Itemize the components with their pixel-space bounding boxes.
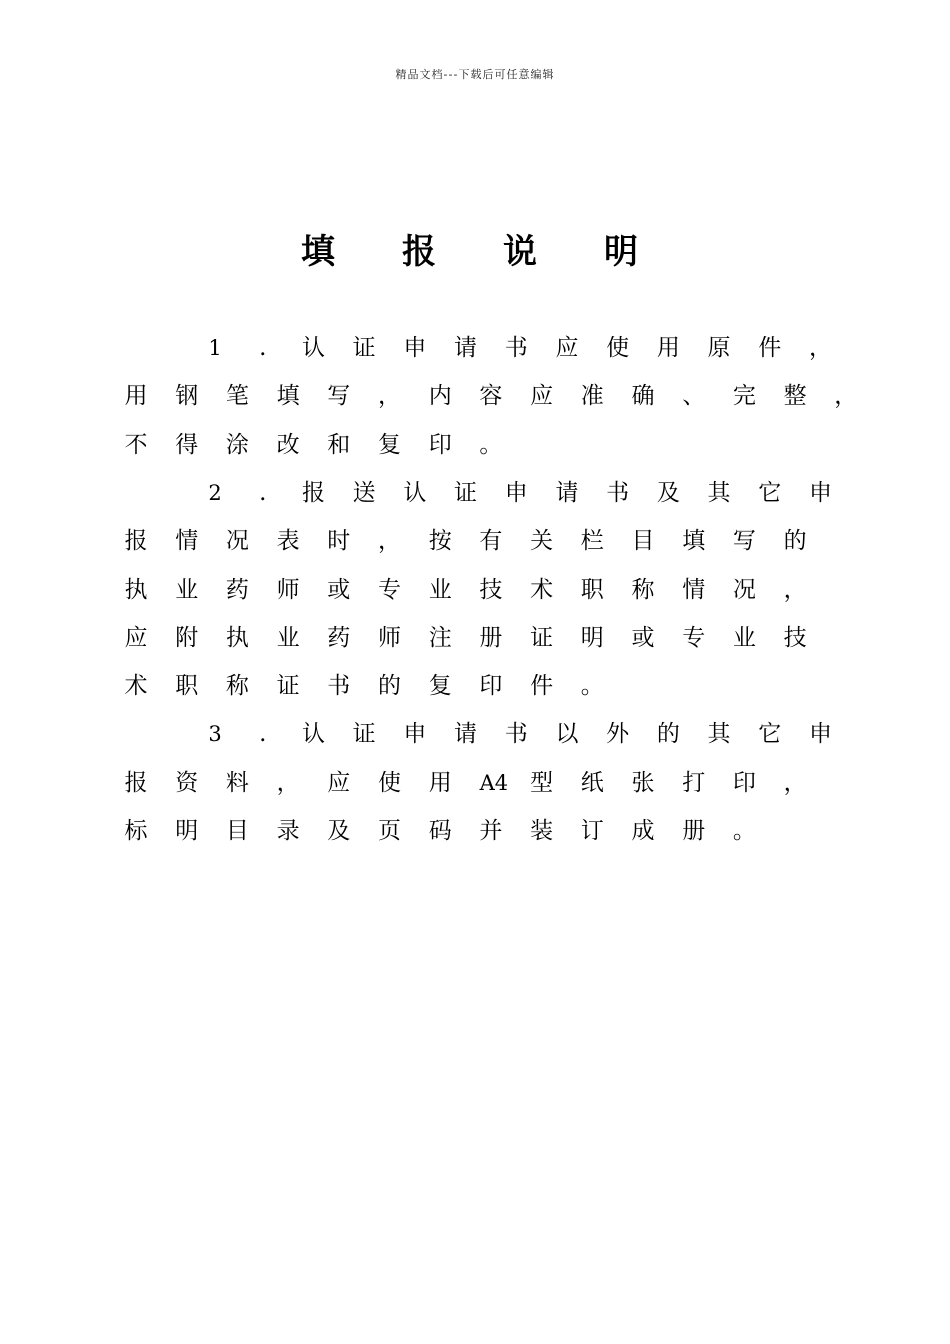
text-char: 申 [808,479,832,506]
text-char: 目 [631,528,655,555]
text-char: 用 [656,335,680,361]
text-char: 申 [403,335,427,361]
text-char: 书 [606,479,630,506]
text-char: 称 [631,576,655,603]
text-char: 复 [428,673,452,700]
text-char: 册 [682,818,706,844]
text-char: 情 [682,576,706,603]
text-char: 印 [732,769,756,796]
text-char: . [259,721,267,748]
text-char: 师 [276,576,300,603]
text-char: 业 [175,576,199,603]
text-char: 送 [352,479,376,506]
text-char: 。 [580,673,604,700]
text-char: ， [834,383,858,410]
text-char: A4 [479,770,509,795]
text-char: 印 [479,673,503,700]
text-char: 件 [758,335,782,361]
text-char: 书 [504,721,528,748]
text-char: 完 [732,383,756,410]
text-char: 报 [301,479,325,506]
text-char: 资 [175,769,199,796]
text-char: 术 [124,673,148,700]
text-char: 内 [428,383,452,410]
text-char: 用 [428,769,452,796]
text-char: 其 [707,721,731,748]
text-char: 其 [707,479,731,506]
text-char: 时 [327,528,351,555]
text-char: 或 [327,576,351,603]
text-char: 目 [225,818,249,844]
text-char: 准 [580,383,604,410]
text-char: . [259,479,267,506]
text-char: 认 [403,479,427,506]
text-char: 专 [378,576,401,603]
text-char: 注 [428,624,452,651]
text-char: 情 [175,528,199,555]
text-char: 职 [580,576,604,603]
text-char: 涂 [225,431,249,458]
text-line [0,714,950,754]
text-char: 以 [555,721,579,748]
text-char: 并 [479,818,503,844]
text-char: 业 [732,624,756,651]
text-line [0,666,950,706]
text-char: 件 [530,673,554,700]
title-char: 报 [402,232,436,272]
text-char: 书 [327,673,351,700]
text-char: 报 [124,528,148,555]
text-char: 应 [555,335,579,361]
text-char: 应 [530,383,554,410]
text-char: 写 [732,528,756,555]
text-char: 执 [225,624,249,651]
text-char: 张 [631,769,655,796]
text-char: 业 [276,624,300,651]
text-char: 确 [631,383,655,410]
text-char: 证 [454,479,478,506]
text-char: 和 [327,431,351,458]
text-char: 打 [682,769,706,796]
text-char: 填 [682,528,706,555]
text-char: 2 [208,480,222,505]
text-char: 成 [631,818,655,844]
text-char: 按 [428,528,452,555]
text-char: 技 [479,576,503,603]
text-line [0,570,950,610]
text-char: 的 [783,528,807,555]
text-line [0,811,950,851]
text-char: 职 [175,673,199,700]
text-char: 称 [225,673,249,700]
text-char: 请 [454,721,478,748]
text-char: 证 [276,673,300,700]
title-char: 填 [301,232,335,272]
text-char: 3 [208,722,222,747]
text-char: 复 [378,431,401,458]
text-char: 料 [225,769,249,796]
text-char: 书 [504,335,528,361]
text-char: 关 [530,528,554,555]
text-char: 的 [656,721,680,748]
text-char: 术 [530,576,554,603]
text-char: ， [378,383,401,410]
text-char: 得 [175,431,199,458]
page-header: 精品文档---下载后可任意编辑 [395,68,555,81]
text-char: 及 [656,479,680,506]
text-char: 申 [504,479,528,506]
text-line [0,763,950,803]
text-char: 。 [479,431,503,458]
text-char: 况 [732,576,756,603]
title-char: 说 [503,232,537,272]
text-char: 证 [352,721,376,748]
text-line [0,328,950,368]
text-char: 原 [707,335,731,361]
text-char: 写 [327,383,351,410]
text-char: 册 [479,624,503,651]
text-char: 应 [124,624,148,651]
text-char: 整 [783,383,807,410]
text-char: 业 [428,576,452,603]
text-char: . [259,335,267,361]
text-char: 专 [682,624,706,651]
text-char: 药 [327,624,351,651]
text-char: 外 [606,721,630,748]
text-char: 1 [208,336,222,360]
text-char: 执 [124,576,148,603]
text-char: 况 [225,528,249,555]
text-char: 填 [276,383,300,410]
text-line [0,521,950,561]
text-char: 的 [378,673,401,700]
text-char: ， [808,335,832,361]
text-char: 钢 [175,383,199,410]
text-char: 页 [378,818,401,844]
text-char: ， [378,528,401,555]
text-char: 使 [378,769,401,796]
text-char: 不 [124,431,148,458]
text-char: 码 [428,818,452,844]
text-char: ， [783,576,807,603]
text-char: 型 [530,769,554,796]
text-char: 技 [783,624,807,651]
text-char: 申 [403,721,427,748]
text-char: 栏 [580,528,604,555]
text-char: 及 [327,818,351,844]
text-char: 用 [124,383,148,410]
text-char: 证 [352,335,376,361]
text-char: 它 [758,721,782,748]
title-char: 明 [604,232,638,272]
text-char: 请 [555,479,579,506]
text-line [0,473,950,513]
text-char: ， [783,769,807,796]
text-char: 报 [124,769,148,796]
text-char: 明 [580,624,604,651]
text-char: 纸 [580,769,604,796]
text-char: 或 [631,624,655,651]
text-char: 申 [808,721,832,748]
text-char: 应 [327,769,351,796]
text-char: 。 [732,818,756,844]
text-char: 、 [682,383,706,410]
text-char: 改 [276,431,300,458]
document-title [0,228,950,276]
text-char: 印 [428,431,452,458]
text-line [0,376,950,416]
text-char: 标 [124,818,148,844]
text-char: 药 [225,576,249,603]
text-char: 附 [175,624,199,651]
text-char: 订 [580,818,604,844]
text-line [0,618,950,658]
text-char: 表 [276,528,300,555]
text-char: 请 [454,335,478,361]
text-char: 认 [301,335,325,361]
text-line [0,425,950,465]
text-char: 认 [301,721,325,748]
text-char: 证 [530,624,554,651]
text-char: ， [276,769,300,796]
text-char: 师 [378,624,401,651]
text-char: 它 [758,479,782,506]
text-char: 录 [276,818,300,844]
text-char: 有 [479,528,503,555]
text-char: 装 [530,818,554,844]
text-char: 使 [606,335,630,361]
text-char: 笔 [225,383,249,410]
text-char: 容 [479,383,503,410]
text-char: 明 [175,818,199,844]
